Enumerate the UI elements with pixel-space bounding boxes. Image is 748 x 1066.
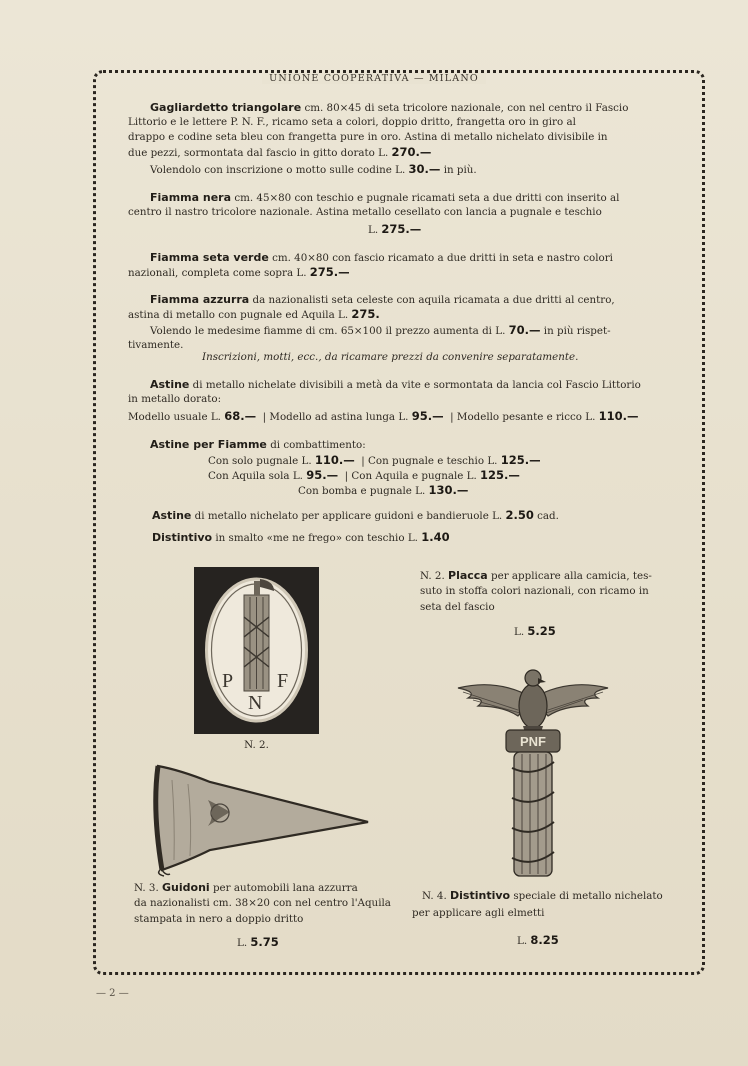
page-number: — 2 — <box>96 988 129 999</box>
astine-fiamme-b1: Con Aquila sola L. <box>208 470 303 482</box>
fiamma-azzurra-note: Inscrizioni, motti, ecc., da ricamare prezzi da convenire separatamente. <box>202 351 579 363</box>
n3-text-1: per automobili lana azzurra <box>212 882 358 894</box>
astine-fiamme-price-b1: 95.— <box>306 468 339 482</box>
astine-fiamme-row-2 <box>208 468 520 484</box>
astine-text-1: di metallo nichelate divisibili a metà da vite e sormontata da lancia col Fascio Littorio <box>192 379 641 391</box>
fiamma-azzurra-text-2: astina di metallo con pugnale ed Aquila L. <box>128 309 349 321</box>
n3-prefix: N. 3. <box>134 882 159 894</box>
astine-line-2: in metallo dorato: <box>128 393 222 405</box>
n4-prefix: N. 4. <box>422 890 447 902</box>
fiamma-verde-text-1: cm. 40×80 con fascio ricamato a due dritti in seta e nastro colori <box>272 252 613 264</box>
gagliardetto-line-3: drappo e codine seta bleu con frangetta pure in oro. Astina di metallo nichelato divisibile in <box>128 131 608 143</box>
n2-text-line-1 <box>420 568 652 584</box>
fiamma-nera-price: 275.— <box>381 222 422 236</box>
n3-name: Guidoni <box>162 881 210 894</box>
fiamma-azzurra-line-1 <box>150 292 615 308</box>
n4-price-label: L. <box>517 935 528 947</box>
n4-text-line-1 <box>422 888 663 904</box>
guidone-pennant-image <box>150 760 372 878</box>
gagliardetto-line-4 <box>128 145 431 161</box>
n3-text-line-2: da nazionalisti cm. 38×20 con nel centro l'Aquila <box>134 897 391 909</box>
astine-fiamme-price-c1: 130.— <box>428 483 469 497</box>
fiamma-verde-line-1 <box>150 250 613 266</box>
n3-price-line <box>237 935 279 951</box>
distintivo-name: Distintivo <box>152 531 213 544</box>
n2-text-1: per applicare alla camicia, tes- <box>491 570 652 582</box>
astine-model-2: | Modello ad astina lunga L. <box>262 411 409 423</box>
n4-price-line <box>517 933 559 949</box>
astine-guidoni-name: Astine <box>152 509 192 522</box>
astine-model-3: | Modello pesante e ricco L. <box>450 411 596 423</box>
fiamma-azzurra-line-3 <box>150 323 611 339</box>
gagliardetto-text-5: Volendolo con inscrizione o motto sulle codine L. <box>150 164 406 176</box>
astine-fiamme-a1: Con solo pugnale L. <box>208 455 312 467</box>
fiamma-azzurra-name: Fiamma azzurra <box>150 293 250 306</box>
gagliardetto-text-4: due pezzi, sormontata dal fascio in gitto dorato L. <box>128 147 389 159</box>
astine-fiamme-line-1 <box>150 437 366 453</box>
fiamma-nera-price-label: L. <box>368 224 379 236</box>
fiamma-azzurra-text-3: Volendo le medesime fiamme di cm. 65×100 il prezzo aumenta di L. <box>150 325 506 337</box>
astine-line-1 <box>150 377 641 393</box>
gagliardetto-price-2: 30.— <box>408 162 441 176</box>
gagliardetto-line-5 <box>150 162 477 178</box>
fiamma-nera-line-2: centro il nastro tricolore nazionale. Astina metallo cesellato con lancia a pugnale e teschio <box>128 206 602 218</box>
badge-letter-n: N <box>248 692 263 714</box>
gagliardetto-price: 270.— <box>391 145 432 159</box>
fiamma-azzurra-line-4: tivamente. <box>128 339 184 351</box>
n2-prefix: N. 2. <box>420 570 445 582</box>
fiamma-nera-text-1: cm. 45×80 con teschio e pugnale ricamati seta a due dritti con inserito al <box>234 192 620 204</box>
astine-fiamme-c1: Con bomba e pugnale L. <box>298 485 426 497</box>
n4-price: 8.25 <box>530 933 559 947</box>
gagliardetto-line-2: Littorio e le lettere P. N. F., ricamo seta a colori, doppio dritto, frangetta oro in giro al <box>128 116 576 128</box>
astine-guidoni-line <box>152 508 559 524</box>
n2-price-label: L. <box>514 626 525 638</box>
fiamma-azzurra-line-2 <box>128 307 380 323</box>
n2-name: Placca <box>448 569 488 582</box>
fiamma-nera-name: Fiamma nera <box>150 191 232 204</box>
astine-fiamme-text-1: di combattimento: <box>270 439 366 451</box>
astine-name: Astine <box>150 378 190 391</box>
astine-guidoni-price: 2.50 <box>505 508 534 522</box>
n3-text-line-3: stampata in nero a doppio dritto <box>134 913 304 925</box>
gagliardetto-text-1: cm. 80×45 di seta tricolore nazionale, con nel centro il Fascio <box>304 102 629 114</box>
fiamma-verde-line-2 <box>128 265 350 281</box>
page-header <box>0 66 748 82</box>
astine-price-1: 68.— <box>224 409 257 423</box>
gagliardetto-text-5b: in più. <box>443 164 477 176</box>
gagliardetto-line-1 <box>150 100 628 116</box>
fiamma-azzurra-text-3b: in più rispet- <box>543 325 611 337</box>
n2-text-line-3: seta del fascio <box>420 601 495 613</box>
fiamma-verde-name: Fiamma seta verde <box>150 251 269 264</box>
fiamma-nera-price-line <box>368 222 421 238</box>
n3-price: 5.75 <box>250 935 279 949</box>
astine-fiamme-price-a2: 125.— <box>500 453 541 467</box>
n2-text-line-2: suto in stoffa colori nazionali, con ricamo in <box>420 585 649 597</box>
astine-fiamme-price-b2: 125.— <box>480 468 520 482</box>
astine-fiamme-b2: | Con Aquila e pugnale L. <box>344 470 477 482</box>
n2-caption: N. 2. <box>244 739 269 751</box>
astine-models-line <box>128 409 639 425</box>
badge-letter-p: P <box>222 670 234 692</box>
fiamma-verde-text-2: nazionali, completa come sopra L. <box>128 267 307 279</box>
astine-fiamme-row-3 <box>298 483 468 499</box>
n4-name: Distintivo <box>450 889 511 902</box>
fiamma-verde-price: 275.— <box>309 265 350 279</box>
n2-price-line <box>514 624 556 640</box>
fiamma-azzurra-text-1: da nazionalisti seta celeste con aquila ricamata a due dritti al centro, <box>252 294 615 306</box>
emblem-pnf-text: PNF <box>520 734 546 749</box>
astine-fiamme-a2: | Con pugnale e teschio L. <box>361 455 498 467</box>
placca-badge-image <box>194 567 319 734</box>
distintivo-price: 1.40 <box>421 530 450 544</box>
eagle-emblem-image <box>448 658 618 883</box>
astine-price-3: 110.— <box>598 409 639 423</box>
badge-letter-f: F <box>277 670 289 692</box>
fiamma-azzurra-price: 275. <box>351 307 380 321</box>
astine-fiamme-row-1 <box>208 453 541 469</box>
fiamma-nera-line-1 <box>150 190 619 206</box>
astine-fiamme-name: Astine per Fiamme <box>150 438 267 451</box>
astine-price-2: 95.— <box>411 409 444 423</box>
astine-guidoni-text: di metallo nichelato per applicare guidoni e bandieruole L. <box>194 510 503 522</box>
n4-text-1: speciale di metallo nichelato <box>513 890 663 902</box>
astine-guidoni-suffix: cad. <box>537 510 559 522</box>
gagliardetto-name: Gagliardetto triangolare <box>150 101 302 114</box>
distintivo-line <box>152 530 450 546</box>
header-title: UNIONE COOPERATIVA — MILANO <box>262 73 486 84</box>
astine-model-1: Modello usuale L. <box>128 411 221 423</box>
fiamma-azzurra-price-2: 70.— <box>508 323 541 337</box>
n3-text-line-1 <box>134 880 358 896</box>
astine-fiamme-price-a1: 110.— <box>314 453 355 467</box>
n4-text-line-2: per applicare agli elmetti <box>412 907 545 919</box>
n3-price-label: L. <box>237 937 248 949</box>
n2-price: 5.25 <box>527 624 556 638</box>
distintivo-text: in smalto «me ne frego» con teschio L. <box>215 532 418 544</box>
